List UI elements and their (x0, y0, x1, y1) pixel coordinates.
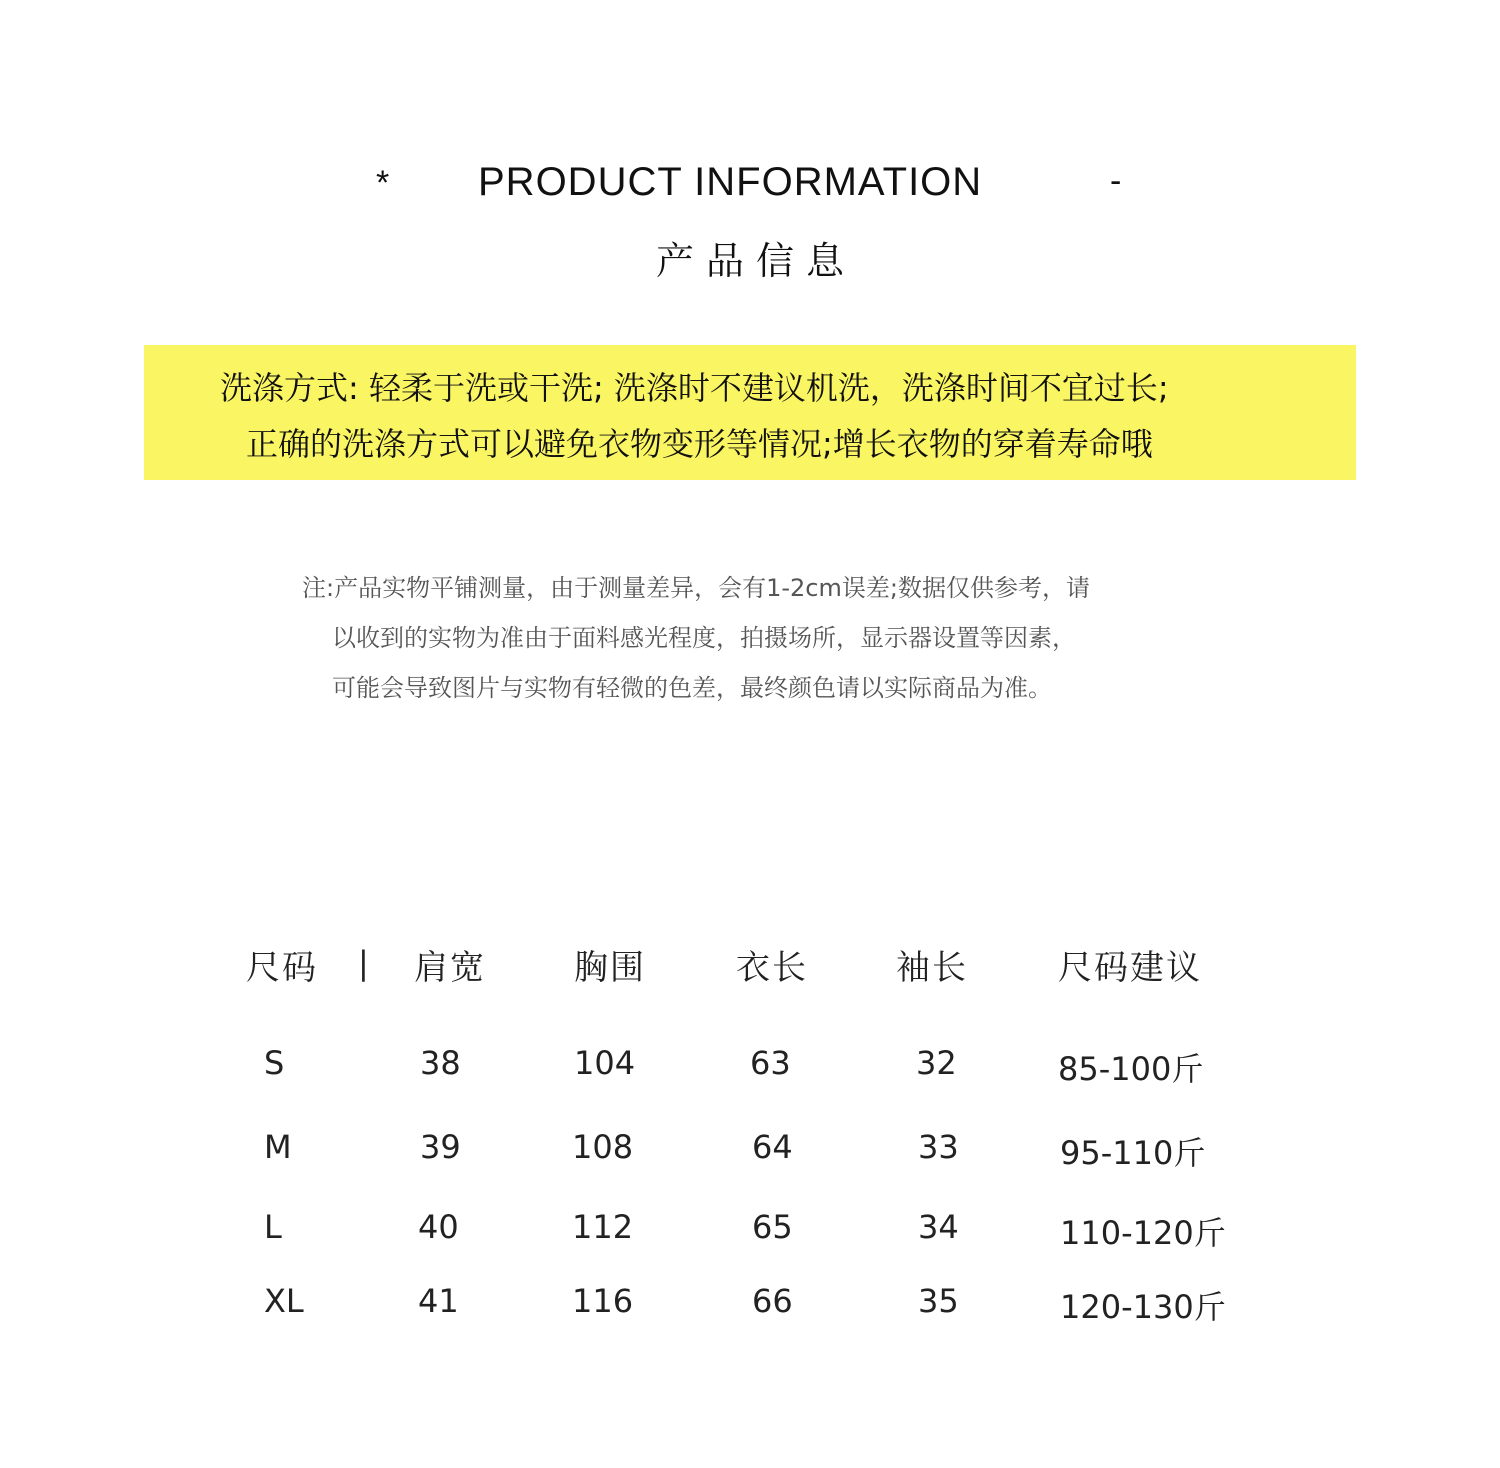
column-header-length: 衣长 (736, 948, 808, 988)
table-cell-recommendation: 110-120斤 (1060, 1214, 1226, 1252)
table-cell-shoulder: 41 (418, 1282, 459, 1320)
table-cell-length: 64 (752, 1128, 793, 1166)
table-cell-shoulder: 38 (420, 1044, 461, 1082)
table-cell-recommendation: 120-130斤 (1060, 1288, 1226, 1326)
page-subtitle: 产品信息 (655, 239, 856, 283)
table-cell-sleeve: 35 (918, 1282, 959, 1320)
table-cell-length: 65 (752, 1208, 793, 1246)
washing-instructions-banner (144, 345, 1356, 480)
table-cell-length: 63 (750, 1044, 791, 1082)
star-glyph: * (376, 164, 390, 202)
table-cell-sleeve: 32 (916, 1044, 957, 1082)
table-cell-sleeve: 34 (918, 1208, 959, 1246)
note-line-1: 注:产品实物平铺测量，由于测量差异，会有1-2cm误差;数据仅供参考，请 (302, 574, 1090, 602)
washing-instructions-line-2: 正确的洗涤方式可以避免衣物变形等情况;增长衣物的穿着寿命哦 (246, 425, 1153, 463)
header-separator: | (358, 944, 369, 982)
table-cell-chest: 104 (574, 1044, 636, 1082)
table-cell-size: S (264, 1044, 285, 1082)
table-cell-recommendation: 85-100斤 (1058, 1050, 1204, 1088)
table-cell-size: L (264, 1208, 282, 1246)
page-title: PRODUCT INFORMATION (478, 160, 983, 204)
table-cell-recommendation: 95-110斤 (1060, 1134, 1206, 1172)
note-line-2: 以收到的实物为准由于面料感光程度，拍摄场所，显示器设置等因素， (332, 624, 1076, 652)
table-cell-chest: 108 (572, 1128, 634, 1166)
product-info-header (0, 160, 1500, 216)
column-header-size: 尺码 (246, 948, 318, 988)
table-cell-sleeve: 33 (918, 1128, 959, 1166)
column-header-shoulder: 肩宽 (414, 948, 486, 988)
table-cell-chest: 112 (572, 1208, 634, 1246)
column-header-sleeve: 袖长 (896, 948, 968, 988)
table-cell-shoulder: 40 (418, 1208, 459, 1246)
table-cell-shoulder: 39 (420, 1128, 461, 1166)
table-cell-size: M (264, 1128, 292, 1166)
dash-glyph: - (1110, 162, 1122, 200)
table-cell-size: XL (264, 1282, 304, 1320)
note-line-3: 可能会导致图片与实物有轻微的色差，最终颜色请以实际商品为准。 (332, 674, 1052, 702)
table-cell-length: 66 (752, 1282, 793, 1320)
table-cell-chest: 116 (572, 1282, 634, 1320)
column-header-recommendation: 尺码建议 (1058, 948, 1202, 988)
column-header-chest: 胸围 (574, 948, 646, 988)
washing-instructions-line-1: 洗涤方式: 轻柔于洗或干洗; 洗涤时不建议机洗，洗涤时间不宜过长; (220, 369, 1169, 407)
